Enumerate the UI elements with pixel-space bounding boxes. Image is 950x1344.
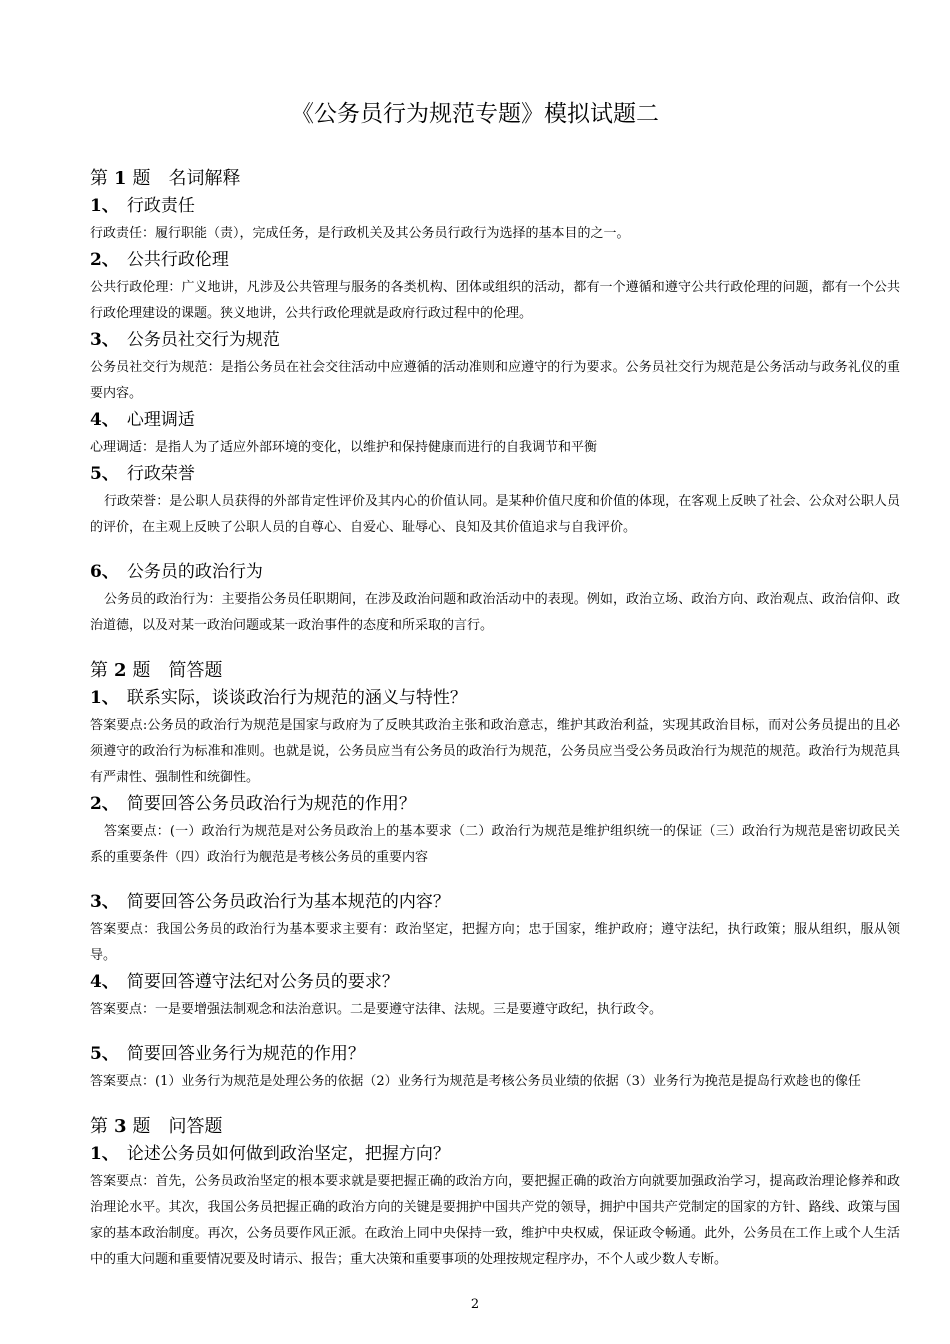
answer-text: 公务员的政治行为：主要指公务员任职期间，在涉及政治问题和政治活动中的表现。例如，政治立场、政治方向、政治观点、政治信仰、政治道德，以及对某一政治问题或某一政治事件的态度和所采取的言行。 xyxy=(90,592,900,633)
answer-text: 答案要点：(一）政治行为规范是对公务员政治上的基本要求（二）政治行为规范是维护组织统一的保证（三）政治行为规范是密切政民关系的重要条件（四）政治行为舰范是考核公务员的重要内容 xyxy=(90,824,900,865)
section-title: 问答题 xyxy=(168,1116,223,1137)
spacer xyxy=(90,1095,900,1113)
section-number: 3 xyxy=(114,1116,127,1137)
spacer xyxy=(90,1023,900,1041)
question-title: 简要回答遵守法纪对公务员的要求？ xyxy=(126,972,399,992)
section-label: 第 xyxy=(90,660,108,681)
spacer xyxy=(90,871,900,889)
question-number: 4、 xyxy=(90,410,119,430)
question-title: 简要回答业务行为规范的作用？ xyxy=(126,1044,365,1064)
section-heading xyxy=(90,1113,900,1141)
answer-text: 答案要点：一是要增强法制观念和法治意识。二是要遵守法律、法规。三是要遵守政纪，执行政令。 xyxy=(90,1002,663,1017)
document-body xyxy=(90,165,900,1273)
question-title: 联系实际，谈谈政治行为规范的涵义与特性？ xyxy=(126,688,467,708)
section-heading xyxy=(90,165,900,193)
answer-text: 答案要点：我国公务员的政治行为基本要求主要有：政治坚定，把握方向；忠于国家，维护政府；遵守法纪，执行政策；服从组织，服从领导。 xyxy=(90,922,900,963)
question-heading xyxy=(90,791,900,818)
section-label: 第 xyxy=(90,1116,108,1137)
section-heading xyxy=(90,657,900,685)
section-title: 简答题 xyxy=(168,660,223,681)
question-number: 4、 xyxy=(90,972,119,992)
question-number: 1、 xyxy=(90,688,119,708)
section-label: 第 xyxy=(90,168,108,189)
question-number: 2、 xyxy=(90,250,119,270)
question-title: 公共行政伦理 xyxy=(126,250,229,270)
question-heading xyxy=(90,1041,900,1068)
question-number: 5、 xyxy=(90,1044,119,1064)
section-unit: 题 xyxy=(132,1116,151,1137)
question-heading xyxy=(90,327,900,354)
question-number: 5、 xyxy=(90,464,119,484)
question-number: 1、 xyxy=(90,1144,119,1164)
question-title: 心理调适 xyxy=(126,410,195,430)
question-heading xyxy=(90,1141,900,1168)
question-title: 简要回答公务员政治行为规范的作用？ xyxy=(126,794,416,814)
question-title: 简要回答公务员政治行为基本规范的内容？ xyxy=(126,892,450,912)
question-heading xyxy=(90,193,900,220)
question-heading xyxy=(90,685,900,712)
page-title: 《公务员行为规范专题》模拟试题二 xyxy=(291,101,659,127)
question-title: 论述公务员如何做到政治坚定，把握方向？ xyxy=(126,1144,450,1164)
question-heading xyxy=(90,407,900,434)
spacer xyxy=(90,541,900,559)
question-heading xyxy=(90,247,900,274)
question-heading xyxy=(90,969,900,996)
section-unit: 题 xyxy=(132,660,151,681)
question-number: 6、 xyxy=(90,562,119,582)
page-number: 2 xyxy=(470,1297,480,1312)
section-number: 2 xyxy=(114,660,127,681)
answer-text: 公务员社交行为规范：是指公务员在社会交往活动中应遵循的活动准则和应遵守的行为要求。公务员社交行为规范是公务活动与政务礼仪的重要内容。 xyxy=(90,360,900,401)
answer-text: 公共行政伦理：广义地讲，凡涉及公共管理与服务的各类机构、团体或组织的活动，都有一个遵循和遵守公共行政伦理的问题，都有一个公共行政伦理建设的课题。狭义地讲，公共行政伦理就是政府行政过程中的伦理。 xyxy=(90,280,900,321)
question-heading xyxy=(90,461,900,488)
question-title: 公务员社交行为规范 xyxy=(126,330,280,350)
question-title: 公务员的政治行为 xyxy=(126,562,263,582)
question-number: 2、 xyxy=(90,794,119,814)
question-number: 3、 xyxy=(90,330,119,350)
answer-text: 行政荣誉：是公职人员获得的外部肯定性评价及其内心的价值认同。是某种价值尺度和价值的体现，在客观上反映了社会、公众对公职人员的评价，在主观上反映了公职人员的自尊心、自爱心、耻辱心、良知及其价值追求与自我评价。 xyxy=(90,494,900,535)
answer-text: 答案要点：(1）业务行为规范是处理公务的依据（2）业务行为规范是考核公务员业绩的依据（3）业务行为挽范是提岛行欢趁也的像任 xyxy=(90,1074,861,1089)
answer-text: 答案要点：首先，公务员政治坚定的根本要求就是要把握正确的政治方向，要把握正确的政治方向就要加强政治学习，提高政治理论修养和政治理论水平。其次，我国公务员把握正确的政治方向的关键是要拥护中国共产党的领导，拥护中国共产党制定的国家的方针、路线、政策与国家的基本政治制度。再次，公务员要作风正派。在政治上同中央保持一致，维护中央权威，保证政令畅通。此外，公务员在工作上或个人生活中的重大问题和重要情况要及时请示、报告；重大决策和重要事项的处理按规定程序办，不个人或少数人专断。 xyxy=(90,1174,900,1267)
section-number: 1 xyxy=(114,168,127,189)
question-title: 行政责任 xyxy=(126,196,195,216)
section-title: 名词解释 xyxy=(168,168,241,189)
spacer xyxy=(90,639,900,657)
answer-text: 行政责任：履行职能（责），完成任务，是行政机关及其公务员行政行为选择的基本目的之一。 xyxy=(90,226,630,241)
question-number: 3、 xyxy=(90,892,119,912)
section-unit: 题 xyxy=(132,168,151,189)
question-number: 1、 xyxy=(90,196,119,216)
answer-text: 心理调适：是指人为了适应外部环境的变化，以维护和保持健康而进行的自我调节和平衡 xyxy=(90,440,598,455)
question-heading xyxy=(90,889,900,916)
question-title: 行政荣誉 xyxy=(126,464,195,484)
question-heading xyxy=(90,559,900,586)
answer-text: 答案要点:公务员的政治行为规范是国家与政府为了反映其政治主张和政治意志，维护其政治利益，实现其政治目标，而对公务员提出的且必须遵守的政治行为标准和准则。也就是说，公务员应当有公务员的政治行为规范，公务员应当受公务员政治行为规范的规范。政治行为规范具有严肃性、强制性和统御性。 xyxy=(90,718,900,785)
